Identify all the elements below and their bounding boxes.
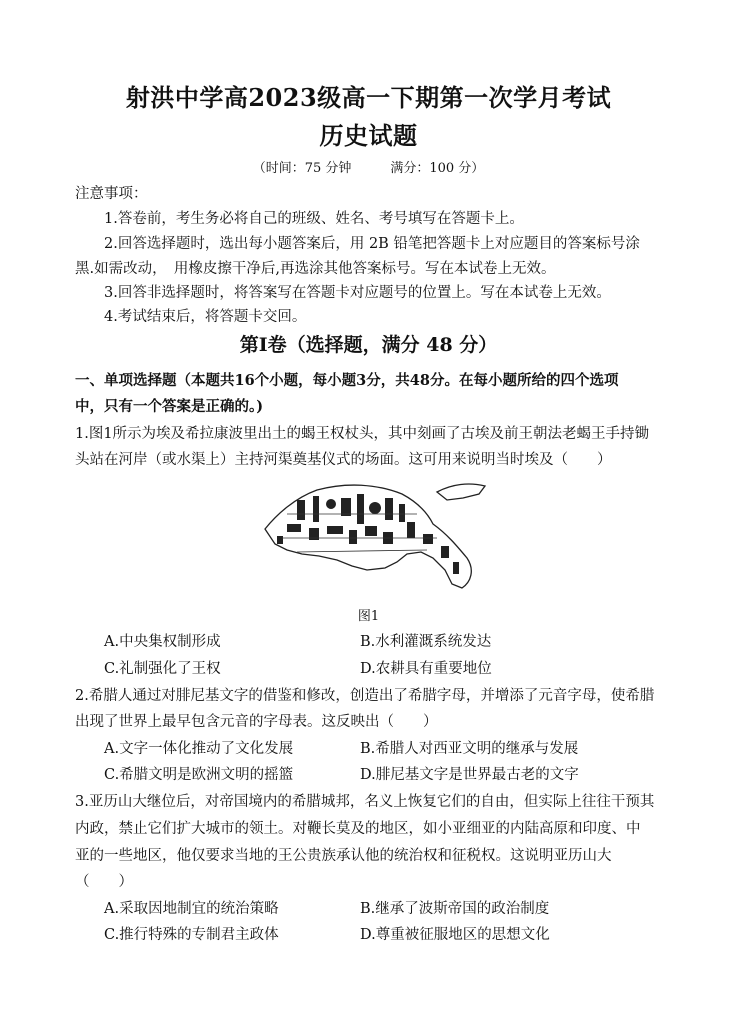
note-item: 2.回答选择题时，选出每小题答案后，用 2B 铅笔把答题卡上对应题目的答案标号涂 — [104, 236, 640, 252]
option-c: C.希腊文明是欧洲文明的摇篮 — [104, 767, 294, 783]
question-text: 亚的一些地区，他仅要求当地的王公贵族承认他的统治权和征税权。这说明亚历山大 — [75, 848, 612, 864]
question-text: （ ） — [75, 874, 133, 890]
option-d: D.腓尼基文字是世界最古老的文字 — [360, 767, 579, 783]
option-b: B.继承了波斯帝国的政治制度 — [360, 901, 550, 917]
question-text: 出现了世界上最早包含元音的字母表。这反映出（ ） — [75, 714, 438, 730]
option-d: D.农耕具有重要地位 — [360, 661, 492, 677]
option-c: C.推行特殊的专制君主政体 — [104, 927, 279, 943]
page-title: 射洪中学高2023级高一下期第一次学月考试 — [125, 83, 612, 112]
note-item: 黑.如需改动， 用橡皮擦干净后,再选涂其他答案标号。写在本试卷上无效。 — [75, 261, 556, 277]
subject-title: 历史试题 — [319, 121, 418, 150]
figure-caption: 图1 — [357, 609, 380, 624]
option-c: C.礼制强化了王权 — [104, 661, 221, 677]
question-text: 2.希腊人通过对腓尼基文字的借鉴和修改，创造出了希腊字母，并增添了元音字母，使希腊 — [75, 688, 655, 704]
question-text: 1.图1所示为埃及希拉康波里出土的蝎王权杖头，其中刻画了古埃及前王朝法老蝎王手持锄 — [75, 426, 650, 442]
option-b: B.希腊人对西亚文明的继承与发展 — [360, 741, 579, 757]
question-text: 3.亚历山大继位后，对帝国境内的希腊城邦，名义上恢复它们的自由，但实际上往往干预其 — [75, 794, 655, 810]
section-instruction: 中，只有一个答案是正确的。) — [75, 398, 264, 415]
question-text: 内政，禁止它们扩大城市的领土。对鞭长莫及的地区，如小亚细亚的内陆高原和印度、中 — [75, 821, 641, 837]
option-a: A.文字一体化推动了文化发展 — [104, 741, 294, 757]
notes-heading: 注意事项： — [75, 186, 148, 202]
section-instruction: 一、单项选择题（本题共16个小题，每小题3分，共48分。在每小题所给的四个选项 — [75, 372, 619, 389]
option-b: B.水利灌溉系统发达 — [360, 634, 492, 650]
note-item: 3.回答非选择题时，将答案写在答题卡对应题号的位置上。写在本试卷上无效。 — [104, 285, 611, 301]
note-item: 1.答卷前，考生务必将自己的班级、姓名、考号填写在答题卡上。 — [104, 211, 524, 227]
option-a: A.采取因地制宜的统治策略 — [104, 901, 279, 917]
scorpion-macehead-figure — [257, 474, 497, 594]
option-a: A.中央集权制形成 — [104, 634, 221, 650]
exam-meta: （时间：75 分钟 满分：100 分） — [252, 161, 485, 176]
option-d: D.尊重被征服地区的思想文化 — [360, 927, 550, 943]
section-title: 第Ⅰ卷（选择题，满分 48 分） — [239, 334, 498, 356]
note-item: 4.考试结束后，将答题卡交回。 — [104, 309, 307, 325]
question-text: 头站在河岸（或水渠上）主持河渠奠基仪式的场面。这可用来说明当时埃及（ ） — [75, 452, 612, 468]
